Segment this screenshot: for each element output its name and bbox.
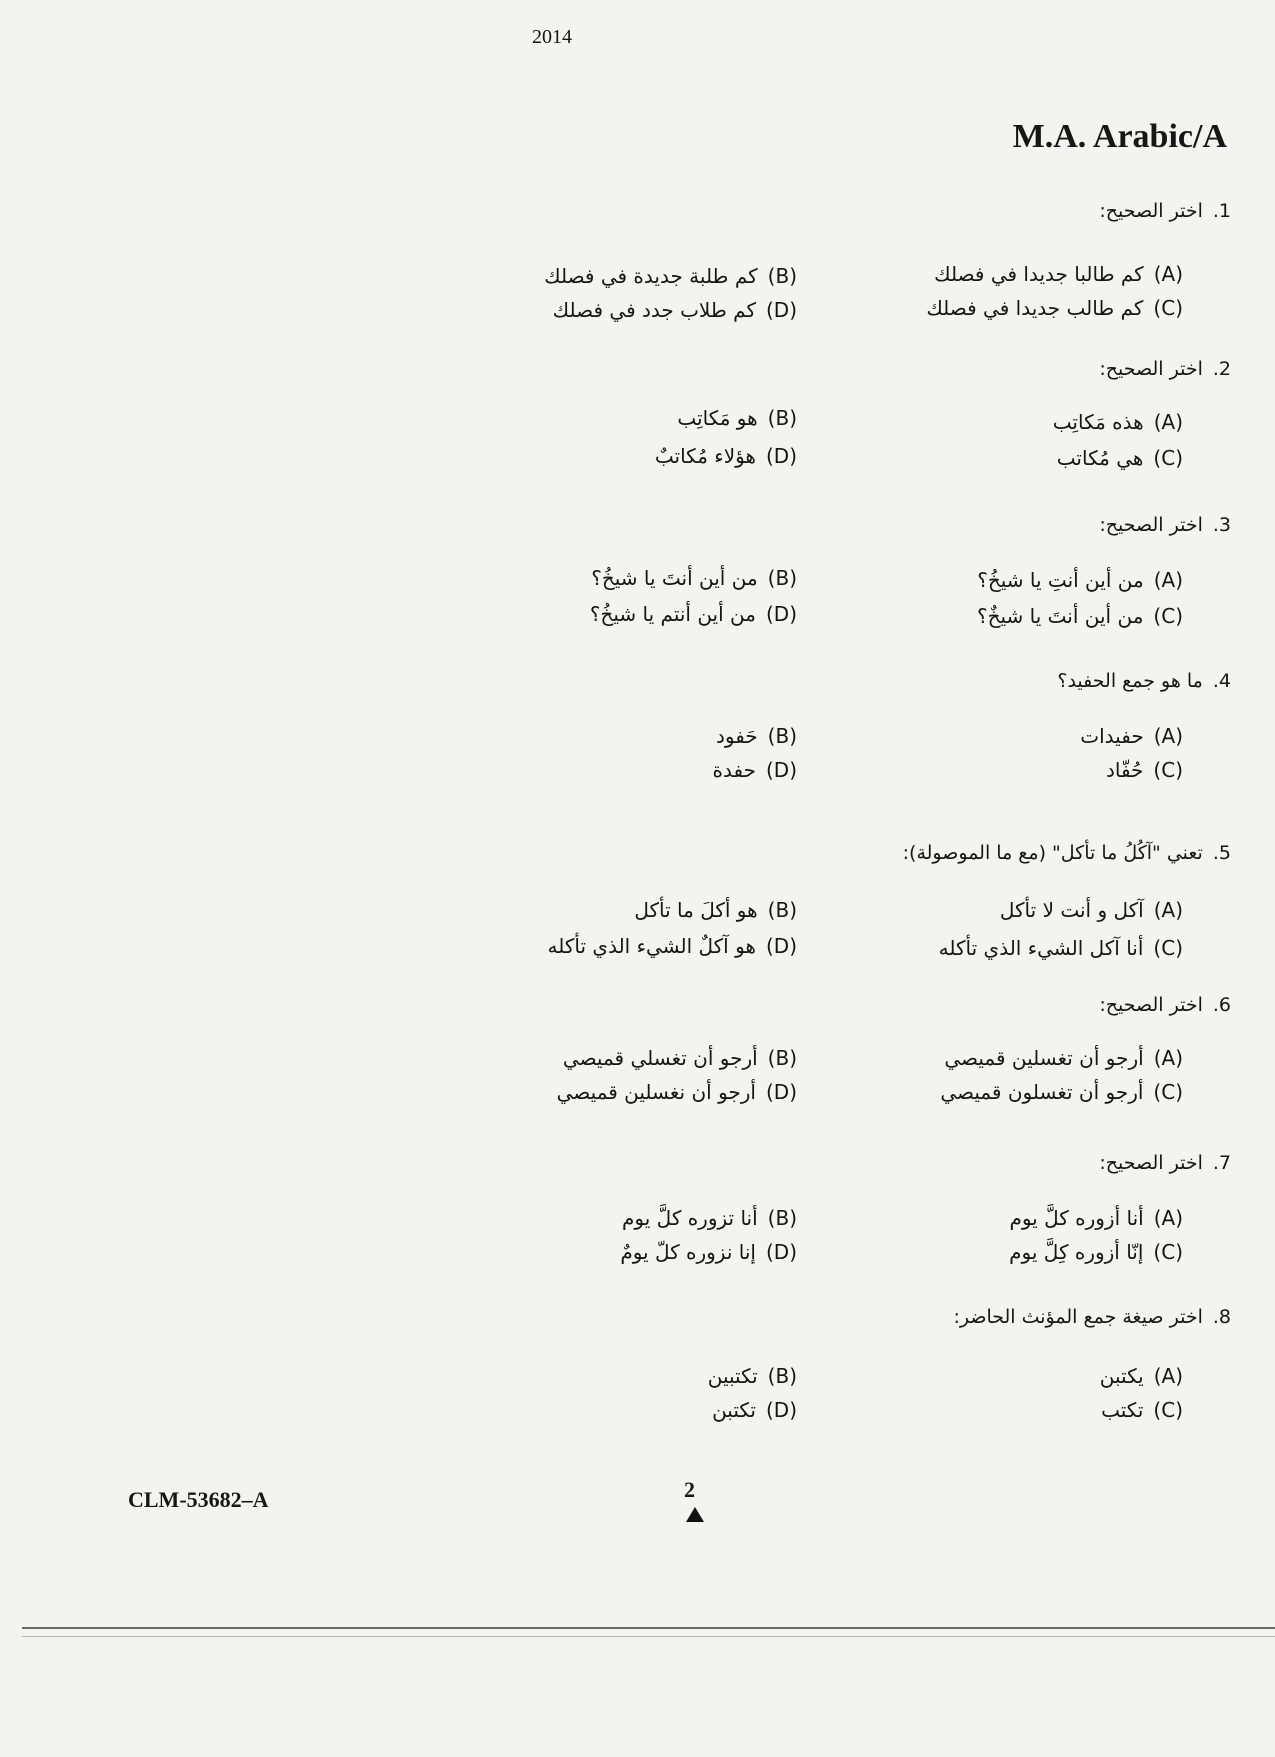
option-4a [1080,724,1183,748]
option-label: (A) [1153,568,1183,592]
option-label: (B) [767,1206,797,1230]
page-title: M.A. Arabic/A [1012,118,1227,155]
option-text: تكتبن [712,1398,756,1422]
option-1a [934,262,1183,286]
question-8 [953,1306,1231,1328]
option-4b [716,724,797,748]
option-text: هو آكلٌ الشيء الذي تأكله [547,934,756,958]
option-7a [1009,1206,1183,1230]
option-label: (C) [1153,1398,1183,1422]
option-3a [977,568,1183,592]
option-text: هذه مَكاتِب [1052,410,1144,434]
option-text: أرجو أن تغسلي قميصي [562,1046,758,1070]
option-7c [1009,1240,1183,1264]
question-text: اختر الصحيح: [1099,1152,1203,1174]
option-label: (A) [1153,1364,1183,1388]
option-label: (C) [1153,604,1183,628]
option-text: هؤلاء مُكاتبٌ [654,444,756,468]
year-label: 2014 [532,26,572,48]
option-label: (B) [767,1364,797,1388]
option-6c [940,1080,1183,1104]
option-label: (D) [765,1080,797,1104]
question-text: اختر صيغة جمع المؤنث الحاضر: [953,1306,1203,1328]
question-1 [1099,200,1231,222]
option-label: (C) [1153,296,1183,320]
option-text: إنّا أزوره كِلَّ يوم [1009,1240,1144,1264]
option-text: كم طلاب جدد في فصلك [552,298,756,322]
option-label: (A) [1153,410,1183,434]
option-1b [544,264,797,288]
option-text: من أين أنتم يا شيخُ؟ [589,602,756,626]
question-text: اختر الصحيح: [1099,994,1203,1016]
option-text: أرجو أن نغسلين قميصي [556,1080,756,1104]
option-label: (C) [1153,1080,1183,1104]
question-number: 1. [1212,200,1231,222]
option-3b [591,566,797,590]
option-text: أنا آكل الشيء الذي تأكله [938,936,1144,960]
option-text: يكتبن [1099,1364,1144,1388]
question-number: 7. [1212,1152,1231,1174]
bottom-rule [22,1627,1275,1629]
question-number: 4. [1212,670,1231,692]
question-4 [1057,670,1231,692]
question-2 [1099,358,1231,380]
option-8d [712,1398,797,1422]
option-text: حُفّاد [1105,758,1144,782]
option-8a [1100,1364,1183,1388]
option-text: كم طلبة جديدة في فصلك [544,264,758,288]
option-label: (A) [1153,724,1183,748]
option-6d [557,1080,797,1104]
option-text: حفيدات [1080,724,1144,748]
option-text: هو مَكاتِب [677,406,758,430]
option-1c [926,296,1183,320]
option-text: تكتب [1101,1398,1144,1422]
option-3d [590,602,797,626]
option-2a [1053,410,1183,434]
bottom-rule-secondary [22,1636,1275,1637]
option-3c [977,604,1183,628]
question-5 [903,842,1231,864]
option-text: من أين أنتِ يا شيخُ؟ [977,568,1144,592]
option-text: أنا أزوره كلَّ يوم [1009,1206,1144,1230]
option-6a [944,1046,1183,1070]
page-number: 2 [684,1477,695,1502]
option-label: (B) [767,566,797,590]
question-text: اختر الصحيح: [1099,358,1203,380]
question-6 [1099,994,1231,1016]
option-2c [1057,446,1183,470]
option-text: كم طالبا جديدا في فصلك [934,262,1144,286]
option-7d [620,1240,797,1264]
option-label: (D) [765,444,797,468]
option-label: (D) [765,1240,797,1264]
option-text: من أين أنتَ يا شيخٌ؟ [976,604,1144,628]
option-label: (D) [765,758,797,782]
question-7 [1099,1152,1231,1174]
option-8c [1101,1398,1183,1422]
question-text: ما هو جمع الحفيد؟ [1057,670,1203,692]
option-6b [563,1046,797,1070]
triangle-marker-icon [686,1507,704,1522]
option-label: (C) [1153,446,1183,470]
question-3 [1099,514,1231,536]
option-text: تكتبين [707,1364,758,1388]
question-number: 5. [1212,842,1231,864]
option-2d [655,444,797,468]
option-label: (B) [767,264,797,288]
option-7b [622,1206,797,1230]
option-text: من أين أنتَ يا شيخُ؟ [591,566,758,590]
option-5b [634,898,797,922]
option-label: (C) [1153,1240,1183,1264]
option-text: أرجو أن تغسلين قميصي [944,1046,1144,1070]
question-number: 6. [1212,994,1231,1016]
option-4d [713,758,797,782]
option-1d [553,298,797,322]
option-text: آكل و أنت لا تأكل [999,898,1144,922]
option-label: (A) [1153,262,1183,286]
question-text: تعني "آكُلُ ما تأكل" (مع ما الموصولة): [902,842,1203,864]
question-number: 3. [1212,514,1231,536]
option-label: (A) [1153,1206,1183,1230]
option-5a [1000,898,1183,922]
option-label: (D) [765,298,797,322]
question-number: 8. [1212,1306,1231,1328]
option-label: (B) [767,898,797,922]
option-4c [1106,758,1183,782]
option-8b [708,1364,797,1388]
option-label: (B) [767,1046,797,1070]
option-text: هو أكلَ ما تأكل [634,898,758,922]
option-text: إنا نزوره كلّ يومٌ [620,1240,756,1264]
question-number: 2. [1212,358,1231,380]
option-label: (B) [767,724,797,748]
option-label: (D) [765,602,797,626]
option-2b [677,406,797,430]
option-label: (D) [765,934,797,958]
question-text: اختر الصحيح: [1099,200,1203,222]
option-label: (C) [1153,936,1183,960]
option-label: (A) [1153,1046,1183,1070]
option-text: حَفود [715,724,758,748]
option-label: (C) [1153,758,1183,782]
option-label: (D) [765,1398,797,1422]
option-text: حفدة [712,758,756,782]
question-text: اختر الصحيح: [1099,514,1203,536]
option-label: (B) [767,406,797,430]
option-label: (A) [1153,898,1183,922]
option-text: أرجو أن تغسلون قميصي [940,1080,1144,1104]
option-text: هي مُكاتب [1056,446,1144,470]
paper-code: CLM-53682–A [128,1487,269,1512]
option-text: كم طالب جديدا في فصلك [926,296,1144,320]
option-5c [939,936,1183,960]
option-5d [548,934,797,958]
option-text: أنا تزوره كلَّ يوم [622,1206,758,1230]
